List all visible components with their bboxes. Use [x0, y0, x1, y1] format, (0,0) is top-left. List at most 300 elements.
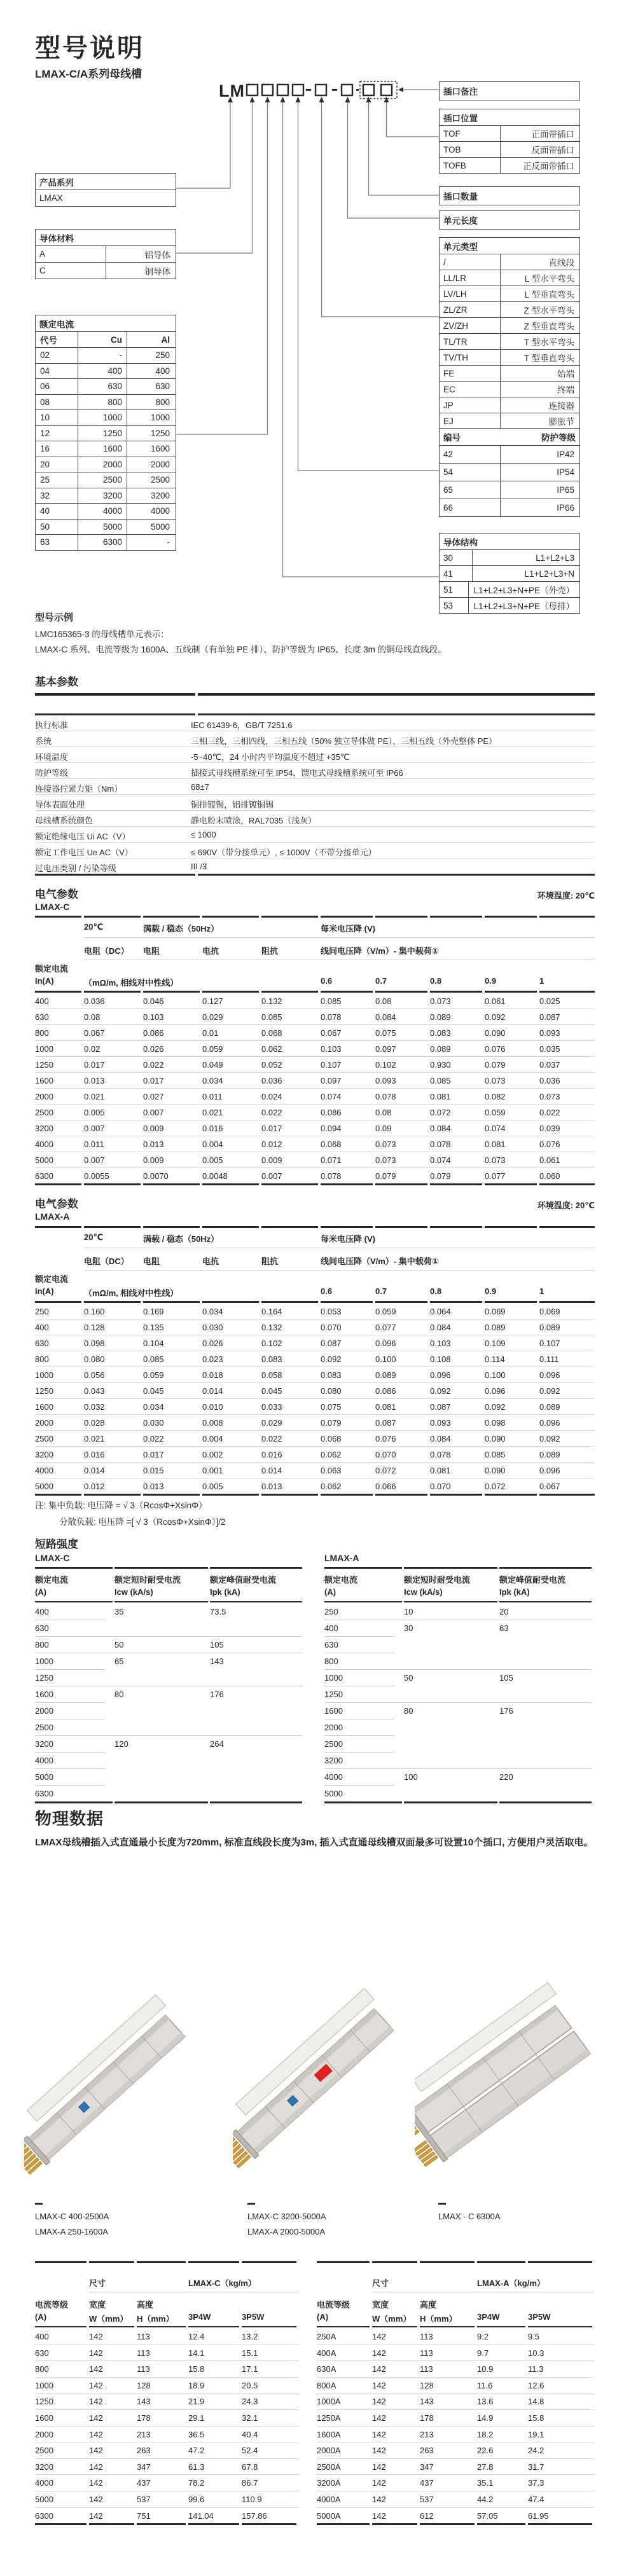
cell: 16: [40, 444, 50, 454]
cell: 42: [440, 446, 501, 463]
cell: 3200: [127, 488, 174, 504]
cell: 0.004: [202, 1140, 223, 1149]
column-header: 每米电压降 (V): [321, 1234, 375, 1244]
short-circuit-name-c: LMAX-C: [35, 1553, 70, 1563]
cell: 0.114: [485, 1354, 505, 1364]
cell: 31.7: [528, 2462, 544, 2472]
cell: 47.4: [528, 2495, 544, 2504]
cell: 0.007: [84, 1124, 105, 1133]
callout-row: [440, 141, 579, 157]
cell: 0.087: [321, 1339, 342, 1348]
cell: 0.084: [375, 1012, 396, 1022]
rule: [321, 1301, 373, 1303]
cell: 0.085: [261, 1012, 282, 1022]
cell: 0.016: [84, 1450, 105, 1459]
electrical-note-2: 分散负载: 电压降 =[ √ 3（RcosΦ+XsinΦ）]/2: [59, 1517, 226, 1527]
column-header: 高度: [137, 2300, 154, 2310]
cell: 0.068: [321, 1434, 342, 1443]
cell: 630: [324, 1640, 338, 1650]
column-header: In(A): [35, 1286, 54, 1296]
cell: 630: [78, 379, 127, 394]
cell: 0.060: [539, 1171, 560, 1181]
rule: [35, 1567, 113, 1569]
rule: [210, 1567, 302, 1569]
cell: 3200: [35, 1450, 53, 1459]
param-label: 母线槽系统颜色: [35, 816, 94, 825]
separator: [324, 1702, 592, 1703]
rule: [210, 1801, 302, 1803]
cell: 0.030: [202, 1323, 223, 1332]
column-header: 尺寸: [372, 2278, 389, 2288]
cell: 0.092: [430, 1386, 451, 1396]
cell: IP65: [557, 485, 574, 495]
callout-row: [440, 349, 579, 365]
cell: 0.081: [430, 1092, 451, 1101]
callout-row: [440, 157, 579, 173]
cell: 0.078: [430, 1140, 451, 1149]
cell: 14.8: [528, 2397, 544, 2407]
cell: 0.036: [539, 1076, 560, 1085]
cell: 800: [78, 395, 127, 410]
cell: 0.128: [84, 1323, 105, 1332]
cell: 5000: [78, 520, 127, 535]
cell: 6300: [35, 1789, 53, 1798]
cell: 2500: [35, 1434, 53, 1443]
cell: 157.86: [242, 2511, 267, 2521]
cell: 铝导体: [144, 250, 170, 260]
cell: 0.007: [84, 1155, 105, 1165]
cell: 61.95: [528, 2511, 549, 2521]
rule: [202, 1301, 259, 1303]
cell: 0.022: [261, 1434, 282, 1443]
cell: 6300: [35, 1171, 53, 1181]
cell: 0.022: [539, 1108, 560, 1117]
cell: 437: [420, 2478, 434, 2488]
cell: 08: [40, 397, 50, 407]
cell: 0.009: [143, 1124, 164, 1133]
cell: 142: [89, 2446, 103, 2456]
separator: [35, 2377, 299, 2378]
column-header: 3P5W: [242, 2312, 265, 2322]
cell: 40.4: [242, 2429, 258, 2439]
callout-row: [440, 445, 579, 463]
cell: 630: [35, 1623, 49, 1633]
cell: 10.3: [528, 2348, 544, 2358]
cell: 15.8: [528, 2413, 544, 2423]
callout-title: 单元类型: [443, 242, 478, 252]
cell: 0.046: [143, 996, 164, 1006]
separator: [35, 1104, 595, 1105]
cell: 142: [89, 2380, 103, 2390]
cell: 3200: [324, 1756, 343, 1765]
cell: 0.132: [261, 996, 282, 1006]
cell: 2500: [127, 472, 174, 488]
cell: 1000: [78, 410, 127, 425]
param-label: 导体表面处理: [35, 800, 85, 809]
rule: [35, 916, 81, 918]
column-header: 0.8: [430, 976, 442, 986]
cell: 0.085: [485, 1450, 506, 1459]
cell: 0.014: [84, 1466, 105, 1475]
cell: 3200: [35, 1739, 53, 1749]
rule: [89, 2523, 134, 2525]
rule: [35, 1183, 81, 1185]
cell: 400: [127, 364, 174, 379]
callout-conductor-structure: [439, 533, 580, 614]
cell: 0.086: [375, 1386, 396, 1396]
callout-row: [440, 317, 579, 333]
cell: 0.018: [202, 1370, 223, 1380]
cell: 0.010: [202, 1402, 223, 1412]
column-header: 0.8: [430, 1286, 442, 1296]
callout-row: [36, 394, 176, 410]
cell: 0.021: [84, 1092, 105, 1101]
callout-row: [440, 381, 579, 397]
cell: 0.103: [321, 1044, 342, 1054]
cell: 0.068: [261, 1028, 282, 1038]
cell: 1600: [324, 1706, 343, 1716]
param-label: 系统: [35, 736, 52, 746]
column-header: 3P5W: [528, 2312, 551, 2322]
cell: 18.2: [477, 2429, 494, 2439]
separator: [35, 1768, 105, 1769]
cell: 0.016: [202, 1124, 223, 1133]
cell: 0.160: [84, 1307, 105, 1316]
cell: 终端: [557, 385, 574, 395]
cell: 0.034: [202, 1307, 223, 1316]
electrical-note-1: 注: 集中负载: 电压降 = √ 3（RcosΦ+XsinΦ）: [35, 1501, 207, 1510]
cell: 0.005: [202, 1155, 223, 1165]
rule: [35, 2326, 87, 2327]
param-value: -5~40℃，24 小时内平均温度不超过 +35℃: [191, 752, 350, 762]
cell: 178: [420, 2413, 434, 2423]
cell: 86.7: [242, 2478, 258, 2488]
column-header: 宽度: [372, 2300, 389, 2310]
cell: 143: [137, 2397, 151, 2407]
cell: 2000: [35, 1418, 53, 1428]
cell: 142: [372, 2348, 386, 2358]
cell: 142: [89, 2348, 103, 2358]
column-header: Ipk (kA): [499, 1587, 530, 1597]
cell: 0.033: [261, 1402, 282, 1412]
cell: 0.022: [143, 1060, 164, 1070]
cell: 63: [499, 1623, 509, 1633]
callout-unit-type: [439, 237, 580, 429]
column-header: 电抗: [202, 946, 219, 956]
cell: 113: [137, 2332, 150, 2341]
callout-row: [36, 519, 176, 535]
param-value: 铜排镀锡，铝排镀铜锡: [191, 800, 274, 809]
cell: 0.103: [143, 1012, 164, 1022]
cell: 0.024: [261, 1092, 282, 1101]
cell: 0.053: [321, 1307, 342, 1316]
cell: 2000A: [317, 2446, 341, 2456]
cell: 5000: [35, 1772, 53, 1782]
cell: 0.085: [430, 1076, 451, 1085]
cell: 263: [137, 2446, 151, 2456]
rule: [485, 1226, 537, 1228]
rule: [35, 693, 195, 696]
cell: FE: [440, 366, 501, 381]
rule: [261, 916, 318, 918]
cell: 0.011: [202, 1092, 223, 1101]
cell: 0.100: [485, 1370, 506, 1380]
separator: [324, 1669, 592, 1670]
param-label: 环境温度: [35, 752, 69, 762]
rule: [324, 1567, 402, 1569]
cell: 0.011: [84, 1140, 104, 1149]
cell: 400: [35, 1323, 49, 1332]
cell: 0.096: [539, 1370, 560, 1380]
cell: TOFB: [440, 158, 501, 173]
column-header: Icw (kA/s): [114, 1587, 153, 1597]
cell: 2500: [35, 1108, 53, 1117]
rule: [485, 1301, 537, 1303]
cell: 0.079: [321, 1418, 342, 1428]
cell: 0.090: [485, 1434, 506, 1443]
column-header: 阻抗: [261, 946, 279, 956]
cell: 20: [499, 1607, 509, 1616]
separator: [35, 1785, 105, 1786]
cell: 0.075: [375, 1028, 396, 1038]
cell: 0.072: [485, 1482, 506, 1491]
rule: [210, 1601, 302, 1602]
column-header: 满载 / 稳态（50Hz）: [143, 1234, 219, 1244]
cell: 0.036: [84, 996, 105, 1006]
rule: [84, 1183, 141, 1185]
cell: /: [440, 254, 501, 270]
cell: 0.016: [261, 1450, 282, 1459]
cell: IP66: [557, 503, 574, 513]
callout-header: [440, 534, 579, 549]
cell: 5000: [35, 1155, 53, 1165]
cell: L1+L2+L3+N+PE（外壳）: [473, 586, 574, 595]
cell: 0.013: [261, 1482, 282, 1491]
cell: 0.127: [202, 996, 223, 1006]
rule: [84, 1494, 141, 1496]
cell: 1250: [78, 426, 127, 441]
cell: 142: [89, 2397, 103, 2407]
cell: L 型垂直弯头: [524, 290, 574, 300]
cell: 0.104: [143, 1339, 164, 1348]
cell: 0.084: [430, 1124, 451, 1133]
callout-header: [36, 174, 176, 189]
callout-title: 编号: [443, 433, 461, 443]
rule: [372, 2523, 417, 2525]
cell: 13.6: [477, 2397, 494, 2407]
rule: [137, 2326, 186, 2327]
cell: 11.6: [477, 2380, 493, 2390]
rule: [321, 1183, 373, 1185]
cell: 0.009: [143, 1155, 164, 1165]
cell: 800: [324, 1656, 338, 1666]
cell: 0.070: [430, 1482, 451, 1491]
column-header: Ipk (kA): [210, 1587, 240, 1597]
cell: 0.089: [430, 1044, 451, 1054]
cell: ZL/ZR: [440, 302, 501, 317]
cell: 142: [372, 2462, 386, 2472]
cell: 800A: [317, 2380, 336, 2390]
cell: 65: [440, 481, 501, 499]
cell: 0.059: [202, 1044, 223, 1054]
rule: [143, 1226, 200, 1228]
cell: 0.067: [321, 1028, 342, 1038]
cell: 0.164: [261, 1307, 282, 1316]
param-value: III /3: [191, 862, 207, 871]
cell: 0.034: [143, 1402, 164, 1412]
rule: [35, 1301, 81, 1303]
cell: 250: [324, 1607, 338, 1616]
cell: 0.063: [321, 1466, 342, 1475]
short-circuit-name-a: LMAX-A: [324, 1553, 359, 1563]
separator: [324, 1785, 394, 1786]
cell: 53: [440, 598, 469, 613]
rule: [198, 874, 595, 876]
cell: 正反面带插口: [523, 162, 574, 171]
cell: 2500: [35, 2446, 53, 2456]
callout-row: [440, 463, 579, 481]
separator: [35, 842, 595, 843]
cell: 0.102: [261, 1339, 282, 1348]
cell: 0.059: [485, 1108, 506, 1117]
cell: 0.080: [321, 1386, 342, 1396]
rule: [485, 1494, 537, 1496]
cell: 24.3: [242, 2397, 258, 2407]
cell: 1000: [35, 1044, 53, 1054]
cell: 142: [372, 2364, 386, 2374]
rule: [84, 916, 141, 918]
column-header: 尺寸: [89, 2278, 106, 2288]
column-header: Al: [127, 332, 174, 347]
physical-title: 物理数据: [35, 1809, 104, 1828]
rule: [372, 2261, 417, 2263]
separator: [317, 2360, 595, 2361]
separator: [317, 2474, 595, 2475]
callout-row: [36, 503, 176, 519]
callout-header: [440, 187, 579, 205]
cell: 0.027: [143, 1092, 164, 1101]
page-subtitle: LMAX-C/A系列母线槽: [35, 68, 142, 80]
param-label: 防护等级: [35, 768, 69, 778]
rule: [143, 1183, 200, 1185]
separator: [35, 826, 595, 827]
rule: [430, 1494, 482, 1496]
cell: 0.062: [261, 1044, 282, 1054]
cell: 1600: [35, 2413, 53, 2423]
cell: 437: [137, 2478, 151, 2488]
column-header: 每米电压降 (V): [321, 924, 375, 933]
caption-dash: [247, 2203, 255, 2205]
cell: 0.058: [261, 1370, 282, 1380]
column-header: 额定短时耐受电流: [404, 1575, 471, 1585]
cell: 0.062: [321, 1450, 342, 1459]
column-header: 电阻: [143, 1257, 160, 1266]
cell: EJ: [440, 413, 501, 429]
callout-title: 产品系列: [39, 177, 74, 188]
cell: 4000: [78, 504, 127, 519]
column-header: LMAX-A（kg/m）: [477, 2278, 545, 2288]
rule: [485, 1183, 537, 1185]
cell: 176: [210, 1690, 224, 1699]
separator: [35, 1167, 595, 1168]
column-header: W（mm）: [372, 2314, 412, 2324]
cell: 105: [499, 1673, 513, 1683]
table-name-lmax-a: LMAX-A: [35, 1211, 70, 1222]
cell: 264: [210, 1739, 224, 1749]
cell: 0.017: [143, 1076, 164, 1085]
column-header: 1: [539, 1286, 544, 1296]
separator: [324, 1735, 394, 1736]
cell: 41: [440, 566, 473, 581]
column-header: 代号: [40, 336, 57, 345]
cell: 0.007: [261, 1171, 282, 1181]
cell: 0.035: [539, 1044, 560, 1054]
caption-dash: [35, 2203, 43, 2205]
rule: [198, 693, 595, 696]
cell: 13.2: [242, 2332, 258, 2341]
cell: 0.029: [202, 1012, 223, 1022]
cell: 5000A: [317, 2511, 341, 2521]
cell: 5000: [35, 2495, 53, 2504]
cell: 0.097: [375, 1044, 396, 1054]
callout-title-right: 防护等级: [541, 433, 576, 443]
rule: [242, 2523, 296, 2525]
caption-dash: [438, 2203, 446, 2205]
rule: [321, 916, 373, 918]
cell: 250: [35, 1307, 49, 1316]
cell: 06: [40, 382, 50, 392]
rule: [404, 1801, 497, 1803]
cell: 0.021: [84, 1434, 105, 1443]
callout-row: [36, 472, 176, 488]
cell: 0.083: [261, 1354, 282, 1364]
cell: 142: [89, 2478, 103, 2488]
cell: 800: [35, 1028, 49, 1038]
cell: 30: [404, 1623, 413, 1633]
separator: [35, 2458, 299, 2459]
cell: 1250: [35, 1673, 53, 1683]
cell: 15.8: [188, 2364, 205, 2374]
rule: [375, 991, 427, 993]
electrical-title-c: 电气参数: [35, 888, 78, 900]
separator: [317, 2458, 595, 2459]
rule: [430, 1226, 482, 1228]
cell: 0.083: [430, 1028, 451, 1038]
cell: 0.092: [485, 1012, 506, 1022]
cell: 178: [137, 2413, 151, 2423]
cell: 40: [40, 506, 50, 516]
cell: 0.074: [430, 1155, 451, 1165]
cell: 0.061: [485, 996, 506, 1006]
cell: 4000A: [317, 2495, 341, 2504]
cell: 0.078: [430, 1450, 451, 1459]
cell: 9.7: [477, 2348, 489, 2358]
cell: TV/TH: [440, 350, 501, 365]
rule: [324, 1601, 402, 1602]
cell: 0.036: [261, 1076, 282, 1085]
rule: [485, 991, 537, 993]
param-label: 连接器拧紧力矩（Nm）: [35, 784, 123, 794]
param-label: 额定工作电压 Ue AC（V）: [35, 848, 133, 857]
cell: -: [78, 348, 127, 363]
column-header: 额定电流: [35, 1575, 69, 1585]
cell: L1+L2+L3: [536, 553, 574, 563]
cell: 0.02: [84, 1044, 101, 1054]
rule: [317, 2523, 370, 2525]
cell: 0.023: [202, 1354, 223, 1364]
cell: 0.080: [84, 1354, 105, 1364]
cell: 10: [404, 1607, 413, 1616]
